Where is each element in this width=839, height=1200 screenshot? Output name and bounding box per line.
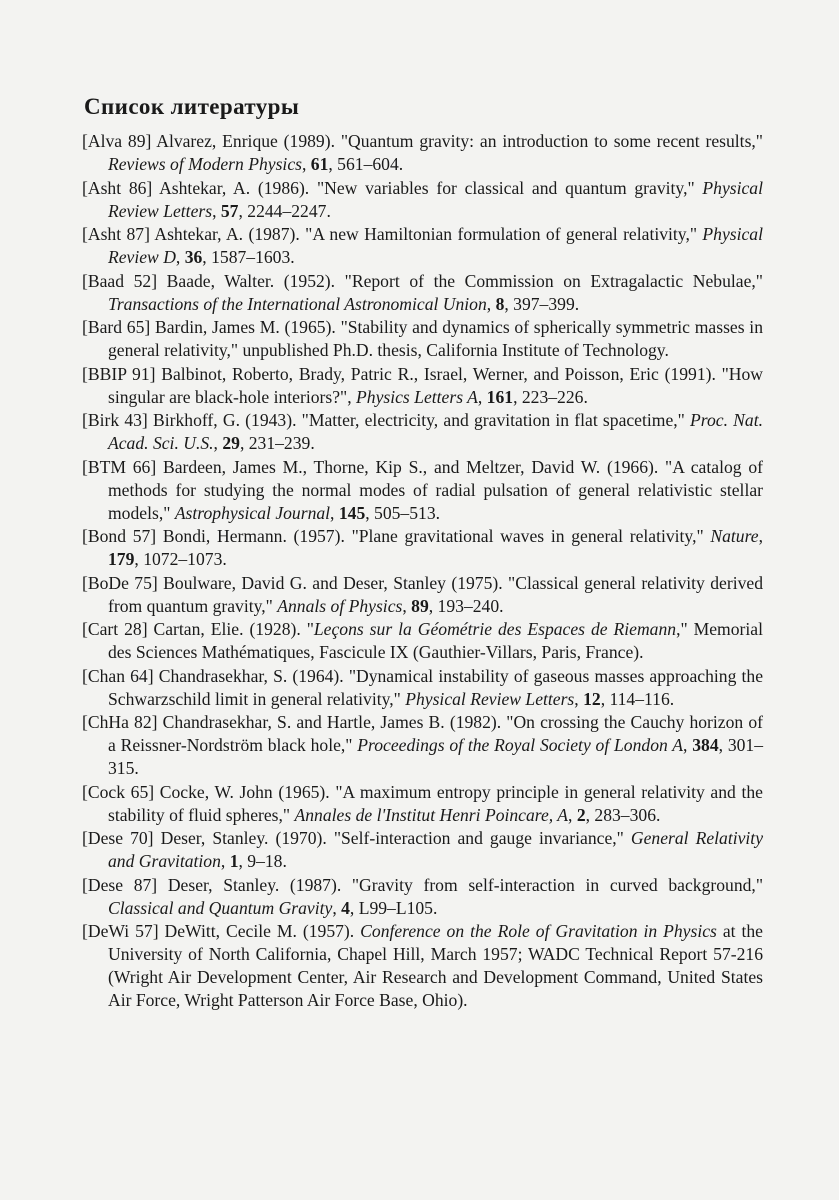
reference-text: ," Memorial des Sciences Mathématiques, Fascicule IX (Gauthier-Villars, Paris, France). xyxy=(108,619,763,662)
reference-entry xyxy=(82,223,763,269)
reference-title: Leçons sur la Géométrie des Espaces de Riemann xyxy=(313,619,677,639)
reference-text: Chandrasekhar, S. (1964). "Dynamical instability of gaseous masses approaching the Schwarzschild limit in general relativity," xyxy=(108,665,763,709)
reference-text: Chandrasekhar, S. and Hartle, James B. (1982). "On crossing the Cauchy horizon of a Reissner-Nordström black hole," xyxy=(108,712,763,755)
reference-entry xyxy=(82,363,763,409)
reference-entry xyxy=(82,827,763,873)
reference-text: , 505–513. xyxy=(365,502,441,523)
reference-key: [Birk 43] xyxy=(82,410,148,430)
reference-key: [ChHa 82] xyxy=(82,712,158,732)
reference-text: , 397–399. xyxy=(504,293,580,314)
reference-text: Cocke, W. John (1965). "A maximum entropy principle in general relativity and the stability of fluid spheres," xyxy=(108,781,763,825)
reference-entry xyxy=(82,130,763,176)
reference-entry xyxy=(82,270,763,316)
reference-text: , xyxy=(175,247,185,267)
reference-key: [BBIP 91] xyxy=(82,363,156,384)
reference-entry xyxy=(82,525,763,571)
reference-text: Balbinot, Roberto, Brady, Patric R., Israel, Werner, and Poisson, Eric (1991). "How singular are black-hole interiors?", xyxy=(108,363,764,407)
reference-text: DeWitt, Cecile M. (1957). xyxy=(164,921,361,941)
reference-text: , xyxy=(402,595,412,616)
reference-volume: 145 xyxy=(338,502,366,523)
reference-key: [BoDe 75] xyxy=(82,572,158,593)
reference-text: Birkhoff, G. (1943). "Matter, electricity, and gravitation in flat spacetime," xyxy=(153,410,691,430)
reference-entry xyxy=(82,456,763,525)
reference-title: Proceedings of the Royal Society of London A xyxy=(357,735,684,755)
reference-key: [Chan 64] xyxy=(82,665,154,686)
reference-text: , xyxy=(212,200,221,221)
reference-volume: 384 xyxy=(692,735,719,755)
reference-text: Cartan, Elie. (1928). " xyxy=(153,619,314,639)
reference-title: Annales de l'Institut Henri Poincare, A xyxy=(294,804,569,825)
reference-key: [Asht 87] xyxy=(82,224,150,244)
reference-text: Ashtekar, A. (1986). "New variables for classical and quantum gravity," xyxy=(159,177,703,198)
reference-list xyxy=(82,130,763,1012)
reference-title: General Relativity and Gravitation xyxy=(108,828,764,871)
reference-text: , 561–604. xyxy=(328,154,404,174)
reference-text: , 283–306. xyxy=(585,804,661,825)
reference-volume: 57 xyxy=(220,200,239,221)
reference-text: , xyxy=(477,386,487,407)
reference-text: , 114–116. xyxy=(600,688,675,709)
reference-text: , xyxy=(758,526,764,546)
reference-key: [Bard 65] xyxy=(82,317,151,337)
reference-title: Physical Review Letters xyxy=(405,688,575,709)
reference-text: , xyxy=(330,502,339,523)
reference-title: Proc. Nat. Acad. Sci. U.S. xyxy=(108,410,764,453)
reference-text: , xyxy=(213,433,223,453)
reference-text: , xyxy=(486,293,496,314)
reference-entry xyxy=(82,920,763,1012)
reference-title: Reviews of Modern Physics xyxy=(108,154,302,174)
reference-entry xyxy=(82,409,763,455)
reference-key: [Alva 89] xyxy=(82,131,152,151)
reference-key: [Dese 70] xyxy=(82,828,154,848)
reference-entry xyxy=(82,618,763,664)
reference-title: Classical and Quantum Gravity xyxy=(108,897,333,918)
reference-text: , 193–240. xyxy=(428,595,504,616)
reference-text: , L99–L105. xyxy=(349,897,438,918)
reference-volume: 12 xyxy=(583,688,601,709)
reference-entry xyxy=(82,177,763,223)
reference-key: [BTM 66] xyxy=(82,456,157,477)
reference-text: Bondi, Hermann. (1957). "Plane gravitational waves in general relativity," xyxy=(162,526,711,546)
reference-text: , 231–239. xyxy=(239,433,315,453)
reference-key: [Dese 87] xyxy=(82,874,158,895)
reference-text: , xyxy=(683,735,693,755)
reference-title: Physics Letters A xyxy=(356,386,478,407)
reference-text: Bardin, James M. (1965). "Stability and dynamics of spherically symmetric masses in general relativity," unpublished Ph.D. thesis, California Institute of Technology. xyxy=(108,317,763,360)
reference-volume: 61 xyxy=(310,154,329,174)
reference-entry xyxy=(82,781,763,827)
reference-text: Deser, Stanley. (1987). "Gravity from self-interaction in curved background," xyxy=(167,874,763,895)
reference-volume: 4 xyxy=(341,897,350,918)
page-title: Список литературы xyxy=(84,94,300,119)
reference-text: , xyxy=(301,154,311,174)
reference-text: , xyxy=(332,897,342,918)
reference-title: Physical Review D xyxy=(108,224,763,267)
reference-text: , 1072–1073. xyxy=(134,549,227,569)
reference-text: , xyxy=(220,851,230,871)
reference-text: Boulware, David G. and Deser, Stanley (1975). "Classical general relativity derived from quantum gravity," xyxy=(108,572,763,616)
reference-entry xyxy=(82,711,763,780)
reference-volume: 161 xyxy=(486,386,514,407)
reference-text: , 223–226. xyxy=(513,386,588,407)
reference-text: at the University of North California, Chapel Hill, March 1957; WADC Technical Report 57-216 (Wright Air Development Center, Air Research and Development Command, United States Air Force, Wright Patterson Air Force Base, Ohio). xyxy=(108,921,763,1010)
reference-volume: 29 xyxy=(222,433,240,453)
reference-text: Baade, Walter. (1952). "Report of the Commission on Extragalactic Nebulae," xyxy=(166,270,763,291)
reference-key: [Cock 65] xyxy=(82,781,155,802)
reference-volume: 8 xyxy=(495,293,505,314)
reference-entry xyxy=(82,572,763,618)
reference-volume: 1 xyxy=(229,851,239,871)
reference-text: , 9–18. xyxy=(238,851,287,871)
reference-text: , 2244–2247. xyxy=(238,200,331,221)
reference-title: Astrophysical Journal xyxy=(174,502,331,523)
reference-text: Bardeen, James M., Thorne, Kip S., and Meltzer, David W. (1966). "A catalog of methods for studying the normal modes of radial pulsation of general relativistic stellar models," xyxy=(108,456,763,523)
reference-key: [Baad 52] xyxy=(82,270,158,291)
reference-title: Nature xyxy=(710,526,759,546)
reference-volume: 179 xyxy=(108,549,135,569)
reference-text: Ashtekar, A. (1987). "A new Hamiltonian formulation of general relativity," xyxy=(154,224,703,244)
reference-entry xyxy=(82,316,763,362)
reference-entry xyxy=(82,874,763,920)
reference-text: , 301–315. xyxy=(108,735,764,778)
reference-text: , 1587–1603. xyxy=(202,247,295,267)
reference-key: [Bond 57] xyxy=(82,526,157,546)
reference-volume: 36 xyxy=(184,247,203,267)
reference-entry xyxy=(82,665,763,711)
reference-volume: 2 xyxy=(576,804,586,825)
reference-title: Transactions of the International Astronomical Union xyxy=(108,293,487,314)
reference-key: [Cart 28] xyxy=(82,619,148,639)
reference-title: Physical Review Letters xyxy=(108,177,763,221)
reference-volume: 89 xyxy=(411,595,429,616)
reference-text: , xyxy=(568,804,577,825)
reference-title: Annals of Physics xyxy=(277,595,403,616)
reference-text: Deser, Stanley. (1970). "Self-interaction and gauge invariance," xyxy=(160,828,631,848)
reference-title: Conference on the Role of Gravitation in Physics xyxy=(360,921,717,941)
reference-key: [Asht 86] xyxy=(82,177,153,198)
reference-text: Alvarez, Enrique (1989). "Quantum gravity: an introduction to some recent results," xyxy=(156,131,763,151)
reference-text: , xyxy=(574,688,584,709)
reference-key: [DeWi 57] xyxy=(82,921,159,941)
